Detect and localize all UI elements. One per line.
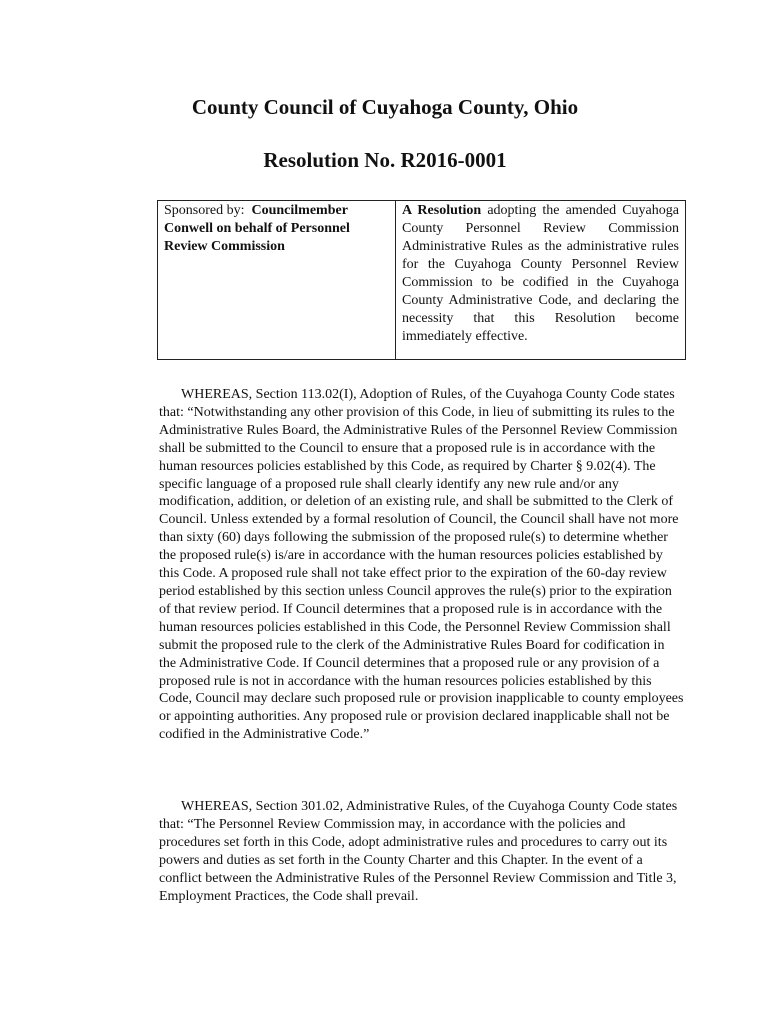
resolution-description: adopting the amended Cuyahoga County Personnel Review Commission Administrative Rules as the administrative rules for the Cuyahoga County Personnel Review Commission to be codified in the Cuyahoga County Administrative Code, and declaring the necessity that this Resolution become immediately effective. (402, 203, 679, 344)
sponsor-name-line-2: Conwell on behalf of Personnel Review Commission (164, 221, 350, 254)
resolution-summary-table (157, 200, 686, 360)
resolution-number: Resolution No. R2016-0001 (263, 148, 507, 172)
resolution-description-cell (396, 201, 685, 359)
sponsor-prefix: Sponsored by: (164, 203, 245, 218)
whereas-paragraph-1: WHEREAS, Section 113.02(I), Adoption of Rules, of the Cuyahoga County Code states that: “Notwithstanding any other provision of this Code, in lieu of submitting its rules to the Administrative Rules Board, the Administrative Rules of the Personnel Review Commission shall be submitted to the Council to ensure that a proposed rule is in accordance with the human resources policies established by this Code, as required by Charter § 9.02(4). The specific language of a proposed rule shall clearly identify any new rule and/or any modification, addition, or deletion of an existing rule, and shall be submitted to the Clerk of Council. Unless extended by a formal resolution of Council, the Council shall have not more than sixty (60) days following the submission of the proposed rule(s) to determine whether the proposed rule(s) is/are in accordance with the human resources policies established by this Code. A proposed rule shall not take effect prior to the expiration of the 60-day review period established by this section unless Council approves the rule(s) prior to the expiration of that review period. If Council determines that a proposed rule is in accordance with the human resources policies established in this Code, the Personnel Review Commission shall submit the proposed rule to the clerk of the Administrative Rules Board for codification in the Administrative Code. If Council determines that a proposed rule or any provision of a proposed rule is not in accordance with the human resources policies established by this Code, Council may declare such proposed rule or provision inapplicable to county employees or appointing authorities. Any proposed rule or provision declared inapplicable shall not be codified in the Administrative Code.” (159, 387, 684, 743)
sponsor-cell (158, 201, 396, 359)
sponsor-name-line-1: Councilmember (251, 203, 348, 218)
resolution-lead: A Resolution (402, 203, 482, 218)
whereas-paragraph-2: WHEREAS, Section 301.02, Administrative Rules, of the Cuyahoga County Code states that: “The Personnel Review Commission may, in accordance with the policies and procedures set forth in this Code, adopt administrative rules and procedures to carry out its powers and duties as set forth in the County Charter and this Chapter. In the event of a conflict between the Administrative Rules of the Personnel Review Commission and Title 3, Employment Practices, the Code shall prevail. (159, 799, 678, 904)
council-title: County Council of Cuyahoga County, Ohio (191, 95, 579, 119)
